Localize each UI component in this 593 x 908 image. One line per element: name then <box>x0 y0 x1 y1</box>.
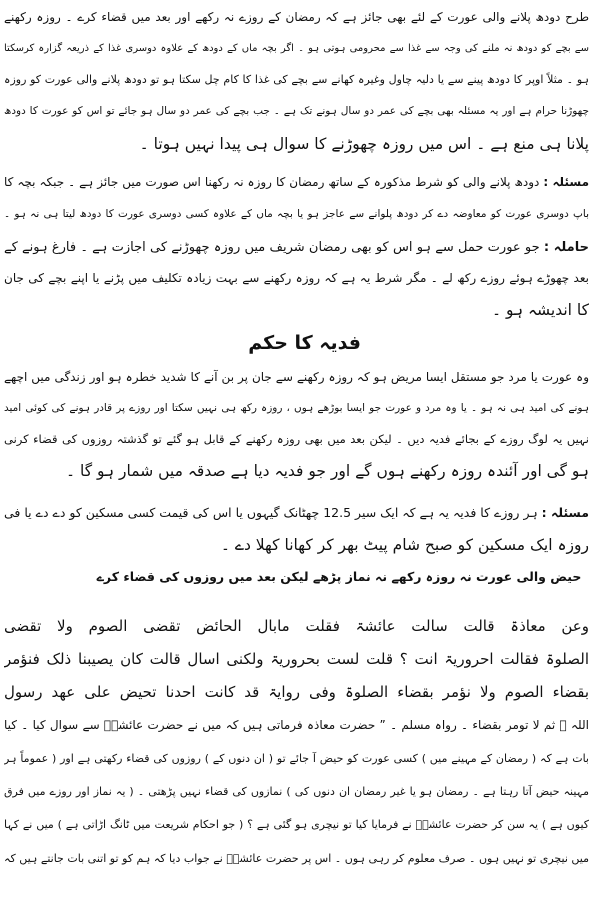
text-line: بات ہے کہ ( رمضان کے مہینے میں ) کسی عورت کو حیض آ جائے تو ( ان دنوں کے ) روزوں کی قضاء رکھتی ہے اور ( عموماً ہر <box>4 752 589 765</box>
document-page <box>4 0 589 908</box>
text-line: ہو گی اور آئندہ روزہ رکھنے ہوں گے اور جو فدیہ دیا ہے صدقہ میں شمار ہو گا ۔ <box>65 462 589 480</box>
masala-label: مسئلہ : <box>541 505 589 520</box>
text-line: کیوں ہے ) یہ سن کر حضرت عائشہؓ نے فرمایا کیا تو نیچری ہو گئی ہے ؟ ( جو احکام شریعت میں ٹانگ اڑاتی ہے ) میں نے کہا <box>4 818 589 831</box>
text-line: نہیں یہ لوگ روزے کے بجائے فدیہ دیں ۔ لیکن بعد میں بھی روزہ رکھنے کے قابل ہو گئے تو گذشتہ روزوں کی قضاء کرنی <box>4 432 589 446</box>
masala-text: ہر روزے کا فدیہ یہ ہے کہ ایک سیر 12.5 چھٹانک گیہوں یا اس کی قیمت کسی مسکین کو دے دے یا فی <box>4 505 538 520</box>
section-heading-haiz: حیض والی عورت نہ روزہ رکھے نہ نماز پڑھے لیکن بعد میں روزوں کی قضاء کرے <box>96 569 582 584</box>
masala-label: مسئلہ : <box>543 175 589 189</box>
masala-line <box>4 167 589 198</box>
hadith-line: الصلوۃ فقالت احروریۃ انت ؟ قلت لست بحروریۃ ولکنی اسال قالت کان یصیبنا ذلک فنؤمر <box>4 650 589 668</box>
text-line: چھوڑنا حرام ہے اور یہ مسئلہ بھی بچے کی عمر دو سال ہونے تک ہے ۔ جب بچے کی عمر دو سال ہو جائے تو اس کو عورت کا دودھ <box>4 105 589 117</box>
hamila-text: جو عورت حمل سے ہو اس کو بھی رمضان شریف میں روزہ چھوڑنے کی اجازت ہے ۔ فارغ ہونے کے <box>4 240 540 255</box>
hamila-line <box>4 232 589 263</box>
text-line: مہینہ حیض آتا رہتا ہے ۔ رمضان ہو یا غیر رمضان ان دنوں کی ) نمازوں کی قضاء نہیں پڑھتی ۔ ( یہ نماز اور روزے میں فرق <box>4 785 589 798</box>
hadith-line: وعن معاذۃ قالت سالت عائشۃ فقلت مابال الحائض تقضی الصوم ولا تقضی <box>4 617 589 635</box>
text-line: وہ عورت یا مرد جو مستقل ایسا مریض ہو کہ روزہ رکھنے سے جان پر بن آنے کا شدید خطرہ ہو اور زندگی میں اچھے <box>4 370 589 384</box>
text-line: باپ دوسری عورت کو معاوضہ دے کر دودھ پلوانے سے عاجز ہو یا بچہ ماں کے علاوہ کسی دوسری عورت کا دودھ لیتا ہی نہ ہو ۔ <box>4 208 589 220</box>
section-heading-fidya: فدیہ کا حکم <box>248 332 361 354</box>
text-line: ہو ۔ مثلاً اوپر کا دودھ پینے سے یا دلیہ چاول وغیرہ کھانے سے بچے کی غذا کا کام چل سکتا ہو تو دودھ پلانے والی عورت کو روزہ <box>4 73 589 86</box>
text-line: میں نیچری تو نہیں ہوں ۔ صرف معلوم کر رہی ہوں ۔ اس پر حضرت عائشہؓ نے جواب دیا کہ ہم کو تو اتنی بات جانتے ہیں کہ <box>4 852 589 865</box>
text-line: طرح دودھ پلانے والی عورت کے لئے بھی جائز ہے کہ رمضان کے روزے نہ رکھے اور بعد میں قضاء کرے ۔ روزہ رکھنے <box>4 10 589 24</box>
text-line: سے بچے کو دودھ نہ ملنے کی وجہ سے غذا سے محرومی ہوتی ہو ۔ اگر بچہ ماں کے دودھ کے علاوہ دوسری غذا کے ذریعہ گزارہ کرسکتا <box>4 43 589 54</box>
masala-text: دودھ پلانے والی کو شرط مذکورہ کے ساتھ رمضان کا روزہ نہ رکھنا اس صورت میں جائز ہے ۔ جبکہ بچہ کا <box>4 175 540 189</box>
text-line: بعد چھوڑے ہوئے روزے رکھ لے ۔ مگر شرط یہ ہے کہ روزہ رکھنے سے بہت زیادہ تکلیف میں پڑنے یا اپنے بچے کی جان <box>4 271 589 285</box>
text-line: کا اندیشہ ہو ۔ <box>491 301 589 319</box>
hamila-label: حاملہ : <box>543 240 589 255</box>
text-line: اللہ ﷺ ثم لا تومر بقضاء ۔ رواہ مسلم ۔ ” حضرت معاذہ فرماتی ہیں کہ میں نے حضرت عائشہؓ سے سوال کیا ۔ کیا <box>4 718 589 732</box>
masala-line <box>4 497 589 528</box>
text-line: ہونے کی امید ہی نہ ہو ۔ یا وہ مرد و عورت جو ایسا بوڑھے ہوں ، روزہ رکھ ہی نہیں سکتا اور روزے پر قادر ہونے کی کوئی امید <box>4 402 589 414</box>
text-line: روزہ ایک مسکین کو صبح شام پیٹ بھر کر کھانا کھلا دے ۔ <box>220 536 589 554</box>
hadith-line: بقضاء الصوم ولا نؤمر بقضاء الصلوۃ وفی روایۃ قد کانت احدنا تحیض علی عھد رسول <box>4 683 589 701</box>
text-line: پلانا ہی منع ہے ۔ اس میں روزہ چھوڑنے کا سوال ہی پیدا نہیں ہوتا ۔ <box>139 135 589 153</box>
